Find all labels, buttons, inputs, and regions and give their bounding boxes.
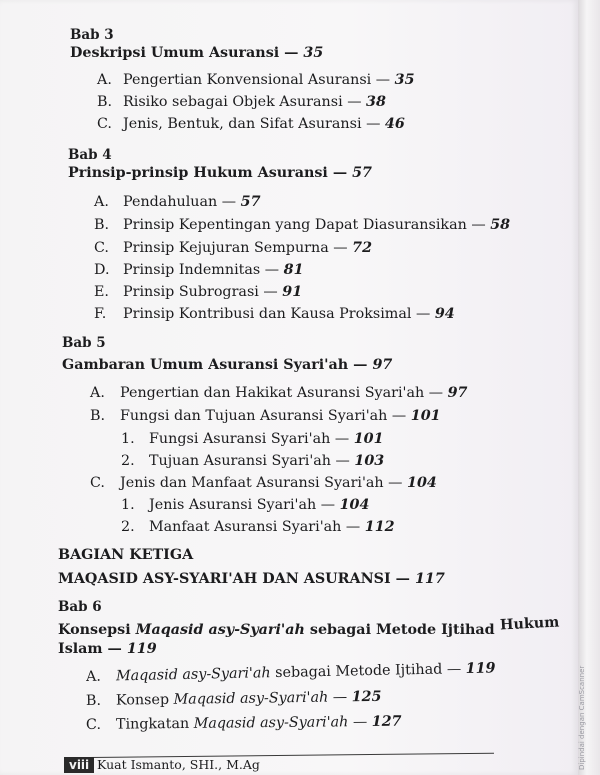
toc-subitem: 1. Jenis Asuransi Syari'ah — 104 <box>121 497 370 513</box>
toc-item: A. Pendahuluan — 57 <box>94 194 261 210</box>
toc-item: B. Fungsi dan Tujuan Asuransi Syari'ah — 101 <box>90 408 441 424</box>
toc-item: C. Prinsip Kejujuran Sempurna — 72 <box>94 240 373 256</box>
chapter-label-bab6: Bab 6 <box>58 599 102 615</box>
chapter-title-bab3: Deskripsi Umum Asuransi — 35 <box>70 45 324 61</box>
toc-item: C. Jenis dan Manfaat Asuransi Syari'ah — 104 <box>90 475 437 491</box>
chapter-title-bab4: Prinsip-prinsip Hukum Asuransi — 57 <box>68 165 373 181</box>
toc-subitem: 2. Manfaat Asuransi Syari'ah — 112 <box>121 519 395 535</box>
toc-item: A. Maqasid asy-Syari'ah sebagai Metode Ijtihad — 119 <box>85 660 496 685</box>
toc-item: A. Pengertian Konvensional Asuransi — 35 <box>97 72 415 88</box>
chapter-label-bab3: Bab 3 <box>70 27 114 43</box>
toc-item: B. Prinsip Kepentingan yang Dapat Diasuransikan — 58 <box>94 217 511 233</box>
part-label: BAGIAN KETIGA <box>58 547 194 563</box>
toc-item: F. Prinsip Kontribusi dan Kausa Proksimal — 94 <box>94 306 455 322</box>
toc-subitem: 2. Tujuan Asuransi Syari'ah — 103 <box>121 453 385 469</box>
chapter-title-bab5: Gambaran Umum Asuransi Syari'ah — 97 <box>62 357 393 373</box>
toc-item: C. Tingkatan Maqasid asy-Syari'ah — 127 <box>85 713 402 733</box>
chapter-label-bab4: Bab 4 <box>68 147 112 163</box>
footer-author: Kuat Ismanto, SHI., M.Ag <box>97 757 260 772</box>
part-title: MAQASID ASY-SYARI'AH DAN ASURANSI — 117 <box>58 571 445 587</box>
toc-item: E. Prinsip Subrograsi — 91 <box>94 284 303 300</box>
scanner-watermark: Dipindai dengan CamScanner <box>578 665 586 770</box>
toc-item: B. Konsep Maqasid asy-Syari'ah — 125 <box>85 688 382 709</box>
chapter-label-bab5: Bab 5 <box>62 335 106 351</box>
toc-item: A. Pengertian dan Hakikat Asuransi Syari'ah — 97 <box>90 385 468 401</box>
page-number: viii <box>64 757 94 773</box>
toc-item: D. Prinsip Indemnitas — 81 <box>94 262 304 278</box>
toc-item: B. Risiko sebagai Objek Asuransi — 38 <box>97 94 386 110</box>
toc-subitem: 1. Fungsi Asuransi Syari'ah — 101 <box>121 431 384 447</box>
chapter-title-bab6: Konsepsi Maqasid asy-Syari'ah sebagai Metode Ijtihad Hukum <box>58 614 560 638</box>
chapter-title-bab6-cont: Islam — 119 <box>58 641 157 657</box>
toc-item: C. Jenis, Bentuk, dan Sifat Asuransi — 46 <box>97 116 405 132</box>
